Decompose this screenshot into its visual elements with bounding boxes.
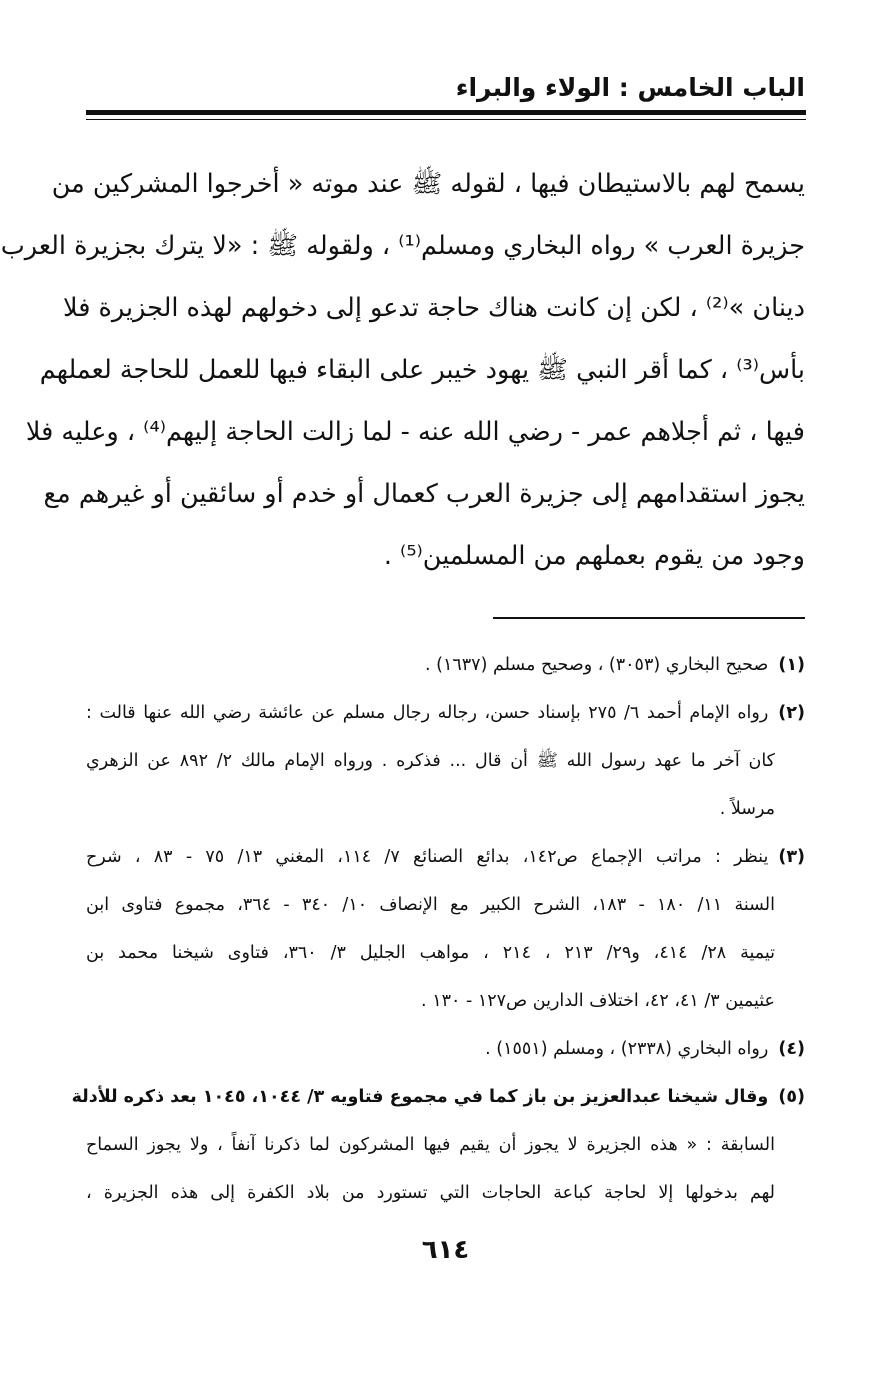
footnote-line: السنة ١١/ ١٨٠ - ١٨٣، الشرح الكبير مع الإنصاف ١٠/ ٣٤٠ - ٣٦٤، مجموع فتاوى ابن [86, 895, 775, 915]
footnote-text: وقال شيخنا عبدالعزيز بن باز كما في مجموع فتاويه ٣/ ١٠٤٤، ١٠٤٥ بعد ذكره للأدلة [71, 1087, 769, 1107]
footnote-text: ينظر : مراتب الإجماع ص١٤٢، بدائع الصنائع ٧/ ١١٤، المغني ١٣/ ٧٥ - ٨٣ ، شرح [86, 847, 769, 867]
main-text [0, 153, 805, 587]
footnote-number: (١) [778, 655, 805, 675]
footnote-line: لهم بدخولها إلا لحاجة كباعة الحاجات التي تستورد من بلاد الكفرة إلى هذه الجزيرة ، [86, 1183, 775, 1203]
footnote-line: مرسلاً . [719, 799, 775, 819]
footnote-text: رواه الإمام أحمد ٦/ ٢٧٥ بإسناد حسن، رجاله رجال مسلم عن عائشة رضي الله عنها قالت : [86, 703, 769, 723]
main-text-line: وجود من يقوم بعملهم من المسلمين⁽⁵⁾ . [383, 541, 805, 571]
footnote-line: السابقة : « هذه الجزيرة لا يجوز أن يقيم فيها المشركون لما ذكرنا آنفاً ، ولا يجوز السماح [86, 1135, 775, 1155]
main-text-line: دينان »⁽²⁾ ، لكن إن كانت هناك حاجة تدعو إلى دخولهم لهذه الجزيرة فلا [63, 293, 805, 323]
footnote-line: كان آخر ما عهد رسول الله ﷺ أن قال ... فذكره . ورواه الإمام مالك ٢/ ٨٩٢ عن الزهري [86, 751, 775, 771]
footnote-number: (٢) [778, 703, 805, 723]
footnote-line [71, 1073, 805, 1121]
running-header: الباب الخامس : الولاء والبراء [455, 73, 805, 102]
footnote-line [86, 1025, 805, 1073]
footnote-5 [71, 1073, 805, 1217]
footnote-line [86, 689, 805, 737]
page-number: ٦١٤ [421, 1235, 470, 1265]
main-text-line: يسمح لهم بالاستيطان فيها ، لقوله ﷺ عند موته « أخرجوا المشركين من [51, 169, 805, 199]
footnote-number: (٣) [778, 847, 806, 867]
footnote-text: رواه البخاري (٢٣٣٨) ، ومسلم (١٥٥١) . [485, 1039, 769, 1059]
footnote-text: صحيح البخاري (٣٠٥٣) ، وصحيح مسلم (١٦٣٧) . [425, 655, 769, 675]
footnote-4 [86, 1025, 805, 1073]
footnote-3 [86, 833, 805, 1025]
footnote-separator [493, 617, 805, 619]
footnote-number: (٤) [778, 1039, 805, 1059]
footnote-1 [86, 641, 805, 689]
footnote-line [86, 833, 805, 881]
footnotes [71, 641, 806, 1217]
main-text-line: بأس⁽³⁾ ، كما أقر النبي ﷺ يهود خيبر على البقاء فيها للعمل للحاجة لعملهم [39, 355, 805, 385]
footnote-number: (٥) [778, 1087, 805, 1107]
main-text-line: فيها ، ثم أجلاهم عمر - رضي الله عنه - لما زالت الحاجة إليهم⁽⁴⁾ ، وعليه فلا [25, 417, 805, 447]
header-rule-thin [86, 119, 806, 120]
footnote-2 [86, 689, 805, 833]
footnote-line [86, 641, 805, 689]
header-rule-thick [86, 110, 806, 115]
main-text-line: جزيرة العرب » رواه البخاري ومسلم⁽¹⁾ ، ولقوله ﷺ : «لا يترك بجزيرة العرب [0, 231, 805, 261]
main-text-line: يجوز استقدامهم إلى جزيرة العرب كعمال أو خدم أو سائقين أو غيرهم مع [43, 479, 805, 509]
footnote-line: تيمية ٢٨/ ٤١٤، و٢٩/ ٢١٣ ، ٢١٤ ، مواهب الجليل ٣/ ٣٦٠، فتاوى شيخنا محمد بن [86, 943, 776, 963]
footnote-line: عثيمين ٣/ ٤١، ٤٢، اختلاف الدارين ص١٢٧ - ١٣٠ . [421, 991, 775, 1011]
